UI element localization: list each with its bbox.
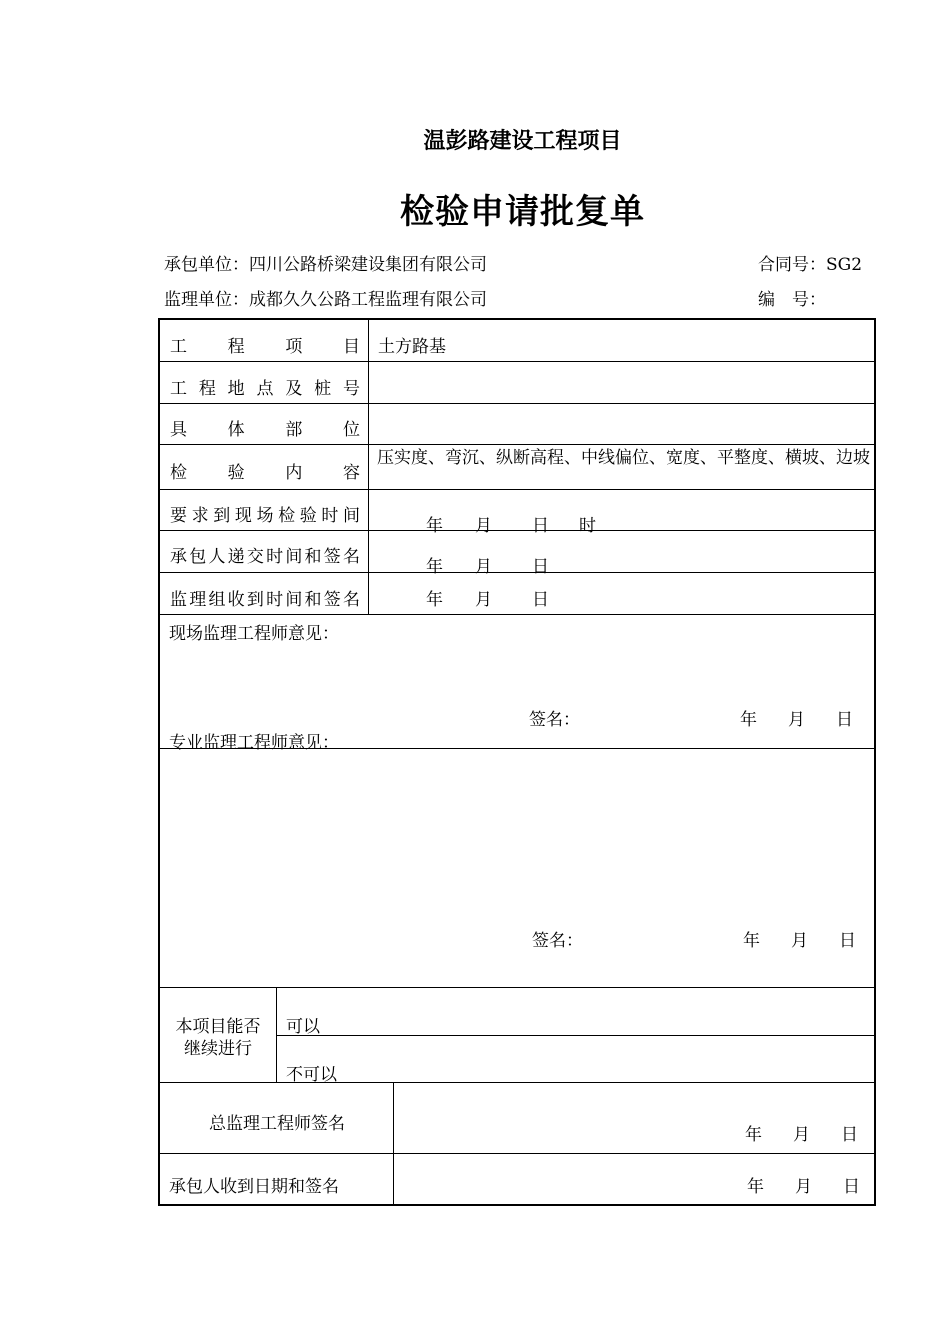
label-char: 项 — [285, 337, 303, 357]
label-char: 交 — [246, 547, 264, 567]
pro-month: 月 — [791, 931, 808, 951]
location-label — [170, 374, 360, 399]
label-char: 部 — [285, 420, 303, 440]
label-char: 收 — [227, 590, 245, 610]
inspect-year: 年 — [426, 516, 443, 536]
cr-year: 年 — [747, 1177, 764, 1197]
label-char: 要 — [170, 506, 187, 526]
label-char: 时 — [266, 547, 284, 567]
label-char: 及 — [285, 379, 303, 399]
label-char: 和 — [304, 547, 322, 567]
label-char: 到 — [246, 590, 264, 610]
continue-label-line2: 继续进行 — [184, 1039, 252, 1059]
label-char: 程 — [227, 337, 245, 357]
label-char: 场 — [256, 506, 274, 526]
label-char: 具 — [170, 420, 187, 440]
site-engineer-sign: 签名： — [529, 710, 580, 730]
supervisor-value: 成都久久公路工程监理有限公司 — [249, 290, 487, 310]
contractor-receive-label: 承包人收到日期和签名 — [169, 1177, 339, 1197]
label-char: 检 — [278, 506, 296, 526]
label-char: 名 — [342, 547, 360, 567]
inspect-time-label — [170, 501, 360, 526]
label-char: 桩 — [314, 379, 332, 399]
label-char: 号 — [342, 379, 360, 399]
submit-day: 日 — [532, 557, 549, 577]
content-label — [170, 458, 360, 483]
label-char: 工 — [170, 337, 187, 357]
site-engineer-label: 现场监理工程师意见： — [169, 624, 339, 644]
receive-day: 日 — [532, 590, 549, 610]
cr-day: 日 — [843, 1177, 860, 1197]
contract-no-value: SG2 — [826, 255, 863, 275]
label-char: 名 — [342, 590, 360, 610]
label-char: 包 — [189, 547, 207, 567]
form-title: 检验申请批复单 — [400, 192, 645, 232]
inspect-hour: 时 — [579, 516, 596, 536]
label-char: 位 — [342, 420, 360, 440]
receive-year: 年 — [426, 590, 443, 610]
pro-engineer-sign: 签名： — [532, 931, 583, 951]
project-title: 温彭路建设工程项目 — [423, 128, 622, 154]
site-day: 日 — [836, 710, 853, 730]
label-char: 检 — [170, 463, 187, 483]
form-table — [158, 318, 876, 1206]
label-char: 点 — [256, 379, 274, 399]
label-char: 工 — [170, 379, 187, 399]
continue-no: 不可以 — [286, 1065, 337, 1085]
supervisor-label: 监理单位： — [164, 290, 249, 310]
supervisor-receive-label — [170, 585, 360, 610]
submit-month: 月 — [475, 557, 492, 577]
inspect-month: 月 — [475, 516, 492, 536]
part-label — [170, 415, 360, 440]
label-char: 承 — [170, 547, 187, 567]
pro-year: 年 — [743, 931, 760, 951]
label-char: 地 — [227, 379, 245, 399]
contractor-submit-label — [170, 542, 360, 567]
submit-year: 年 — [426, 557, 443, 577]
project-item-value: 土方路基 — [378, 337, 446, 357]
serial-no-label: 编 号： — [758, 290, 826, 310]
contractor-line — [164, 250, 487, 275]
chief-year: 年 — [745, 1125, 762, 1145]
contract-no-label: 合同号： — [758, 255, 826, 275]
label-char: 容 — [342, 463, 360, 483]
pro-engineer-label: 专业监理工程师意见： — [169, 733, 339, 753]
label-char: 目 — [342, 337, 360, 357]
label-char: 求 — [191, 506, 209, 526]
label-char: 间 — [285, 547, 303, 567]
site-year: 年 — [740, 710, 757, 730]
label-char: 现 — [234, 506, 252, 526]
label-char: 和 — [304, 590, 322, 610]
label-char: 验 — [227, 463, 245, 483]
chief-month: 月 — [793, 1125, 810, 1145]
label-char: 验 — [299, 506, 317, 526]
content-value: 压实度、弯沉、纵断高程、中线偏位、宽度、平整度、横坡、边坡 — [377, 448, 870, 468]
supervisor-line — [164, 285, 487, 310]
label-char: 组 — [208, 590, 226, 610]
label-char: 理 — [189, 590, 207, 610]
label-char: 体 — [227, 420, 245, 440]
contract-no-line — [758, 250, 862, 275]
label-char: 监 — [170, 590, 187, 610]
chief-label: 总监理工程师签名 — [209, 1114, 345, 1134]
contractor-value: 四川公路桥梁建设集团有限公司 — [249, 255, 487, 275]
receive-month: 月 — [475, 590, 492, 610]
label-char: 内 — [285, 463, 303, 483]
label-char: 程 — [198, 379, 216, 399]
pro-day: 日 — [839, 931, 856, 951]
label-char: 递 — [227, 547, 245, 567]
project-item-label — [170, 332, 360, 357]
site-month: 月 — [788, 710, 805, 730]
label-char: 时 — [321, 506, 339, 526]
label-char: 间 — [343, 506, 360, 526]
label-char: 间 — [285, 590, 303, 610]
inspect-day: 日 — [532, 516, 549, 536]
label-char: 时 — [266, 590, 284, 610]
continue-label-line1: 本项目能否 — [175, 1017, 261, 1037]
label-char: 人 — [208, 547, 226, 567]
label-char: 签 — [323, 590, 341, 610]
continue-yes: 可以 — [286, 1017, 320, 1037]
chief-day: 日 — [841, 1125, 858, 1145]
contractor-label: 承包单位： — [164, 255, 249, 275]
cr-month: 月 — [795, 1177, 812, 1197]
label-char: 签 — [323, 547, 341, 567]
label-char: 到 — [213, 506, 231, 526]
